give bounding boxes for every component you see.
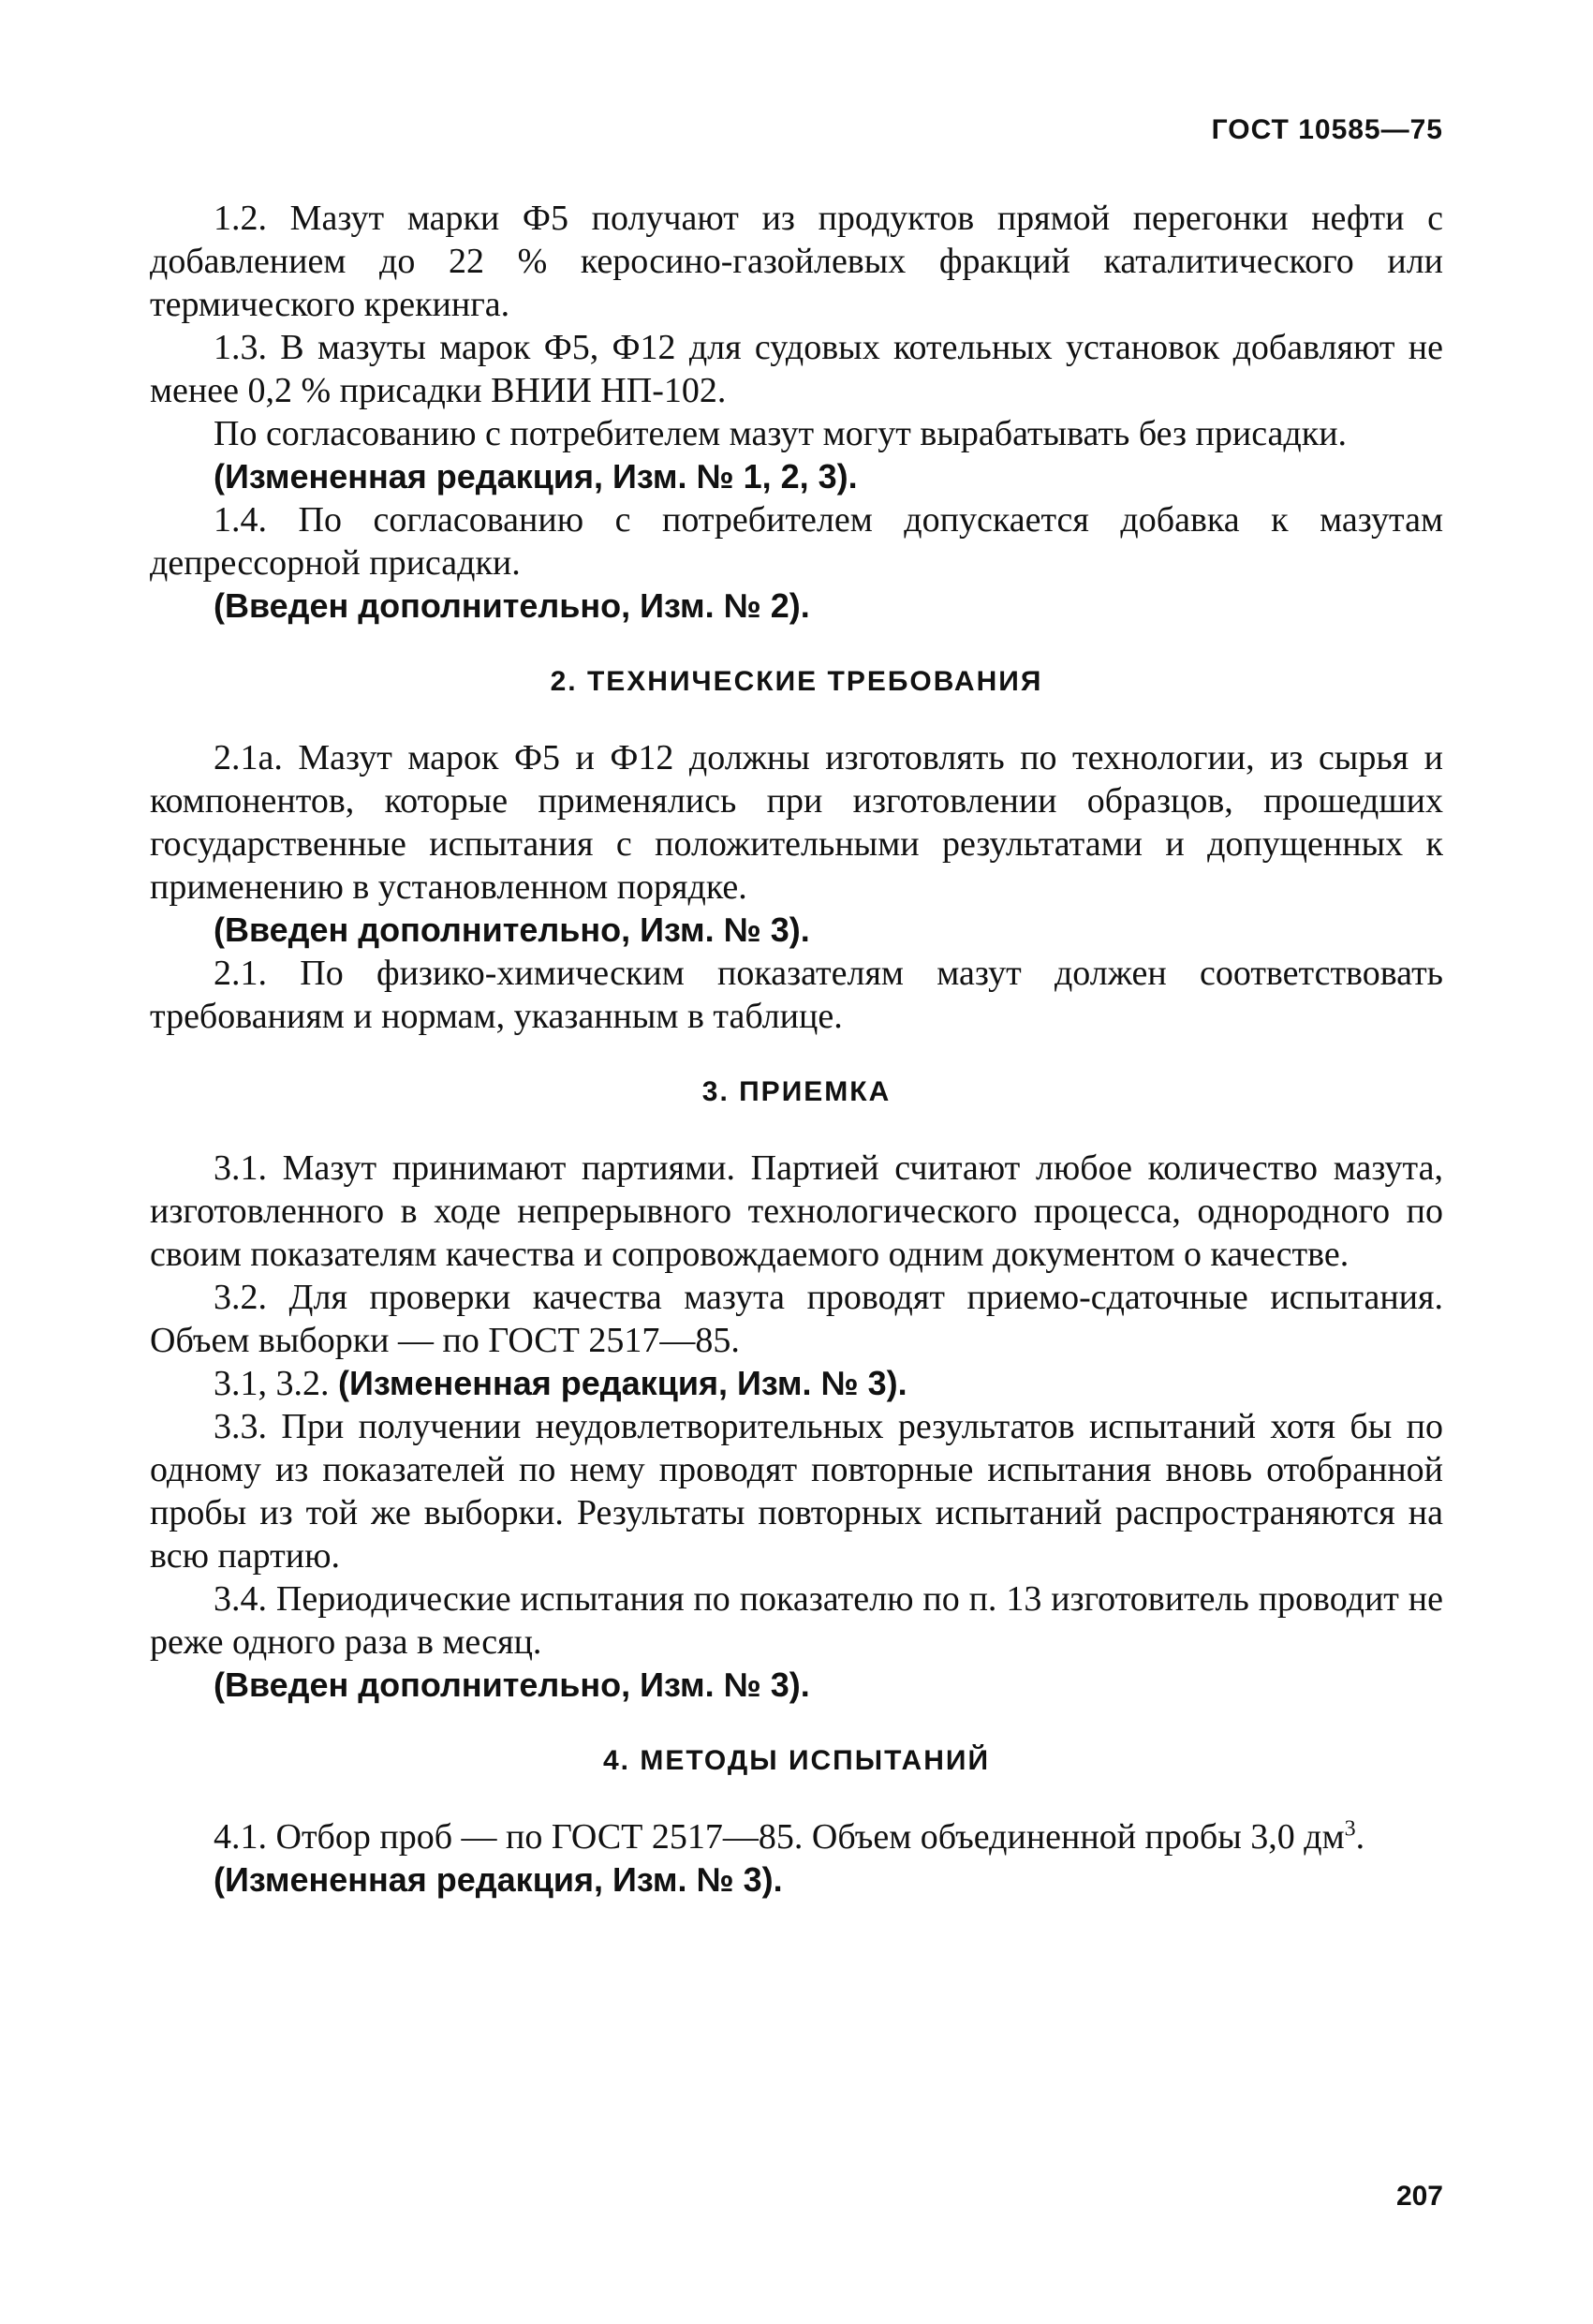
section-heading-acceptance: 3. ПРИЕМКА xyxy=(701,1076,892,1107)
paragraph-3-2: 3.2. Для проверки качества мазута проводят приемо-сдаточные испытания. Объем выборки — по ГОСТ 2517—85. xyxy=(150,1278,1443,1360)
amendment-note: (Введен дополнительно, Изм. № 2). xyxy=(214,586,810,625)
document-page xyxy=(150,0,1443,2324)
paragraph-3-3: 3.3. При получении неудовлетворительных результатов испытаний хотя бы по одному из показателей по нему проводят повторные испытания вновь отобранной пробы из той же выборки. Результаты повторных испытаний распространяются на всю партию. xyxy=(150,1407,1443,1576)
section-heading-test-methods: 4. МЕТОДЫ ИСПЫТАНИЙ xyxy=(603,1745,990,1776)
clause-reference: 3.1, 3.2. xyxy=(214,1364,338,1403)
paragraph-3-4: 3.4. Периодические испытания по показателю по п. 13 изготовитель проводит не реже одного раза в месяц. xyxy=(150,1579,1443,1662)
paragraph-1-3: 1.3. В мазуты марок Ф5, Ф12 для судовых котельных установок добавляют не менее 0,2 % присадки ВНИИ НП-102. xyxy=(150,328,1443,410)
amendment-note: (Измененная редакция, Изм. № 3). xyxy=(214,1860,783,1899)
amendment-note: (Измененная редакция, Изм. № 1, 2, 3). xyxy=(214,457,858,496)
paragraph-4-1-text: 4.1. Отбор проб — по ГОСТ 2517—85. Объем объединенной пробы 3,0 дм xyxy=(214,1817,1345,1857)
amendment-note: (Введен дополнительно, Изм. № 3). xyxy=(214,910,810,949)
page-number: 207 xyxy=(1395,2181,1443,2212)
document-body xyxy=(150,197,1443,1902)
paragraph-3-1-3-2-note xyxy=(150,1362,1443,1405)
paragraph-2-1a: 2.1а. Мазут марок Ф5 и Ф12 должны изготовлять по технологии, из сырья и компонентов, которые применялись при изготовлении образцов, прошедших государственные испытания с положительными результатами и допущенных к применению в установленном порядке. xyxy=(150,738,1443,907)
section-heading-technical-requirements: 2. ТЕХНИЧЕСКИЕ ТРЕБОВАНИЯ xyxy=(550,666,1043,697)
superscript-exponent: 3 xyxy=(1344,1816,1356,1842)
paragraph-1-4: 1.4. По согласованию с потребителем допускается добавка к мазутам депрессорной присадки. xyxy=(150,500,1443,583)
amendment-note: (Измененная редакция, Изм. № 3). xyxy=(338,1364,907,1402)
paragraph-1-2: 1.2. Мазут марки Ф5 получают из продуктов прямой перегонки нефти с добавлением до 22 % керосино-газойлевых фракций каталитического или термического крекинга. xyxy=(150,199,1443,324)
amendment-note: (Введен дополнительно, Изм. № 3). xyxy=(214,1665,810,1704)
paragraph-3-1: 3.1. Мазут принимают партиями. Партией считают любое количество мазута, изготовленного в ходе непрерывного технологического процесса, однородного по своим показателям качества и сопровождаемого одним документом о качестве. xyxy=(150,1148,1443,1274)
paragraph-4-1 xyxy=(150,1815,1443,1858)
paragraph-2-1: 2.1. По физико-химическим показателям мазут должен соответствовать требованиям и нормам, указанным в таблице. xyxy=(150,954,1443,1036)
paragraph-4-1-end: . xyxy=(1355,1817,1365,1857)
paragraph-1-3-addendum: По согласованию с потребителем мазут могут вырабатывать без присадки. xyxy=(214,414,1348,453)
document-code-header: ГОСТ 10585—75 xyxy=(1211,114,1443,145)
